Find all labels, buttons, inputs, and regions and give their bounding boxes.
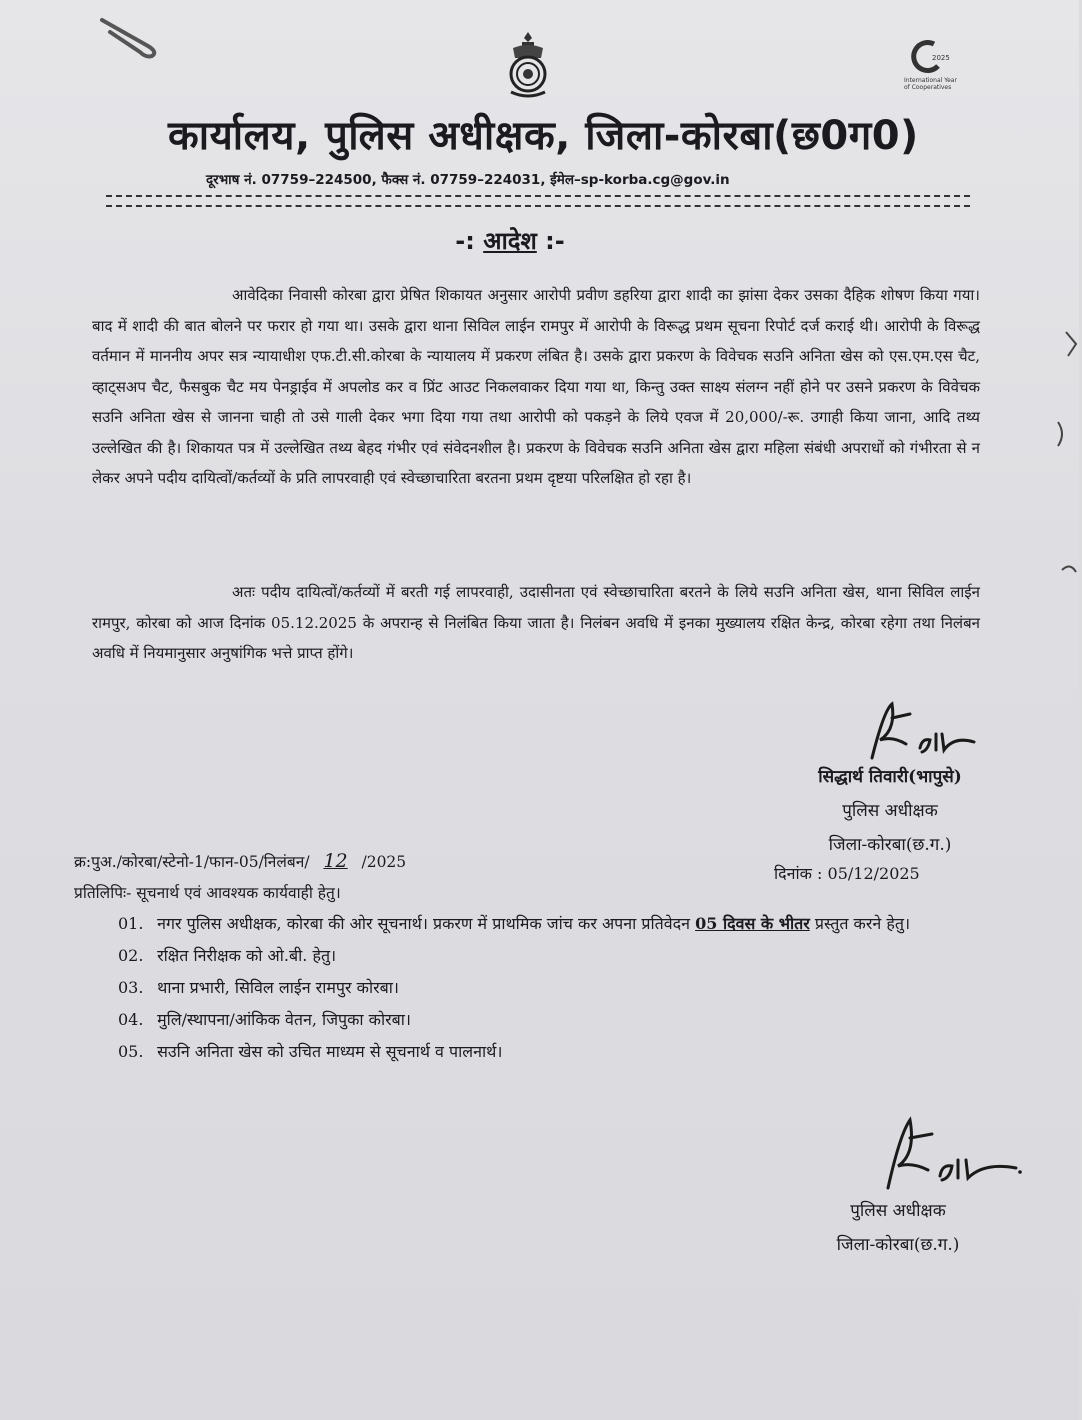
office-title: कार्यालय, पुलिस अधीक्षक, जिला-कोरबा(छ0ग0) — [168, 113, 919, 159]
edge-mark-icon — [1060, 560, 1080, 590]
list-item-text: रक्षित निरीक्षक को ओ.बी. हेतु। — [157, 946, 337, 965]
order-heading-word: आदेश — [483, 227, 537, 255]
signature-block-2 — [800, 1194, 996, 1262]
list-item-number: 04. — [118, 1010, 144, 1029]
order-date: दिनांक : 05/12/2025 — [774, 864, 920, 883]
handwritten-signature-icon — [862, 700, 980, 764]
reference-year: /2025 — [361, 853, 407, 871]
copy-to-list — [118, 908, 996, 1068]
reference-number: 12 — [323, 850, 348, 872]
reference-prefix: क्र:पुअ./कोरबा/स्टेनो-1/फान-05/निलंबन/ — [74, 853, 310, 871]
reference-number-line — [74, 850, 406, 872]
svg-text:2025: 2025 — [932, 54, 950, 62]
order-heading — [0, 224, 1020, 257]
list-item-tail: प्रस्तुत करने हेतु। — [814, 914, 911, 933]
header-separator — [106, 195, 970, 207]
order-heading-prefix: -: — [455, 227, 475, 255]
signatory-district: जिला-कोरबा(छ.ग.) — [828, 835, 952, 855]
signature-block-1 — [792, 760, 988, 862]
signatory-district: जिला-कोरबा(छ.ग.) — [836, 1235, 960, 1255]
order-heading-suffix: :- — [545, 227, 565, 255]
order-paragraph-2: अतः पदीय दायित्वों/कर्तव्यों में बरती गई लापरवाही, उदासीनता एवं स्वेच्छाचारिता बरतने के लिये सउनि अनिता खेस, थाना सिविल लाईन रामपुर, कोरबा को आज दिनांक 05.12.2025 के अपरान्ह से निलंबित किया जाता है। निलंबन अवधि में इनका मुख्यालय रक्षित केन्द्र, कोरबा रहेगा तथा निलंबन अवधि में नियमानुसार अनुषांगिक भत्ते प्राप्त होंगे। — [92, 583, 980, 662]
contact-line: दूरभाष नं. 07759–224500, फैक्स नं. 07759–224031, ईमेल–sp-korba.cg@gov.in — [206, 172, 730, 188]
svg-text:International Year: International Year — [904, 77, 957, 84]
list-item-number: 01. — [118, 914, 144, 933]
handwritten-signature-icon — [876, 1114, 1026, 1196]
list-item — [118, 908, 996, 940]
copy-to-heading: प्रतिलिपिः- सूचनार्थ एवं आवश्यक कार्यवाही हेतु। — [74, 884, 341, 902]
list-item-number: 02. — [118, 946, 144, 965]
list-item — [118, 972, 996, 1004]
edge-mark-icon — [1062, 330, 1082, 360]
list-item-text: सउनि अनिता खेस को उचित माध्यम से सूचनार्थ व पालनार्थ। — [157, 1042, 503, 1061]
international-year-of-cooperatives-logo-icon — [902, 36, 957, 100]
list-item — [118, 1004, 996, 1036]
signatory-name: सिद्धार्थ तिवारी(भापुसे) — [818, 767, 962, 787]
list-item-number: 03. — [118, 978, 144, 997]
paperclip-mark-icon — [96, 12, 166, 62]
signatory-designation: पुलिस अधीक्षक — [842, 801, 938, 821]
signatory-designation: पुलिस अधीक्षक — [850, 1201, 946, 1221]
deadline-highlight: 05 दिवस के भीतर — [695, 914, 810, 933]
edge-mark-icon — [1052, 420, 1072, 450]
order-paragraph-1: आवेदिका निवासी कोरबा द्वारा प्रेषित शिकायत अनुसार आरोपी प्रवीण डहरिया द्वारा शादी का झांसा देकर उसका दैहिक शोषण किया गया। बाद में शादी की बात बोलने पर फरार हो गया था। उसके द्वारा थाना सिविल लाईन रामपुर में आरोपी के विरूद्ध प्रथम सूचना रिपोर्ट दर्ज कराई थी। आरोपी के विरूद्ध वर्तमान में माननीय अपर सत्र न्यायाधीश एफ.टी.सी.कोरबा के न्यायालय में प्रकरण लंबित है। उसके द्वारा प्रकरण के विवेचक सउनि अनिता खेस को एस.एम.एस चैट, व्हाट्सअप चैट, फैसबुक चैट मय पेनड्राईव में अपलोड कर व प्रिंट आउट निकलवाकर दिया गया था, किन्तु उक्त साक्ष्य संलग्न नहीं होने पर उसने प्रकरण के विवेचक सउनि अनिता खेस से जानना चाही तो उसे गाली देकर भगा दिया गया तथा आरोपी को पकड़ने के लिये एवज में 20,000/-रू. उगाही किया जाना, आदि तथ्य उल्लेखित की है। शिकायत पत्र में उल्लेखित तथ्य बेहद गंभीर एवं संवेदनशील है। प्रकरण के विवेचक सउनि अनिता खेस द्वारा महिला संबंधी अपराधों को गंभीरता से न लेकर अपने पदीय दायित्वों/कर्तव्यों के प्रति लापरवाही एवं स्वेच्छाचारिता बरतना प्रथम दृष्टया परिलक्षित हो रहा है। — [92, 286, 980, 487]
list-item-number: 05. — [118, 1042, 144, 1061]
svg-text:of Cooperatives: of Cooperatives — [904, 84, 952, 91]
list-item-text: मुलि/स्थापना/आंकिक वेतन, जिपुका कोरबा। — [157, 1010, 411, 1029]
list-item-text: थाना प्रभारी, सिविल लाईन रामपुर कोरबा। — [157, 978, 399, 997]
list-item — [118, 1036, 996, 1068]
police-emblem-icon — [505, 30, 551, 102]
list-item-text: नगर पुलिस अधीक्षक, कोरबा की ओर सूचनार्थ। प्रकरण में प्राथमिक जांच कर अपना प्रतिवेदन — [157, 914, 691, 933]
list-item — [118, 940, 996, 972]
